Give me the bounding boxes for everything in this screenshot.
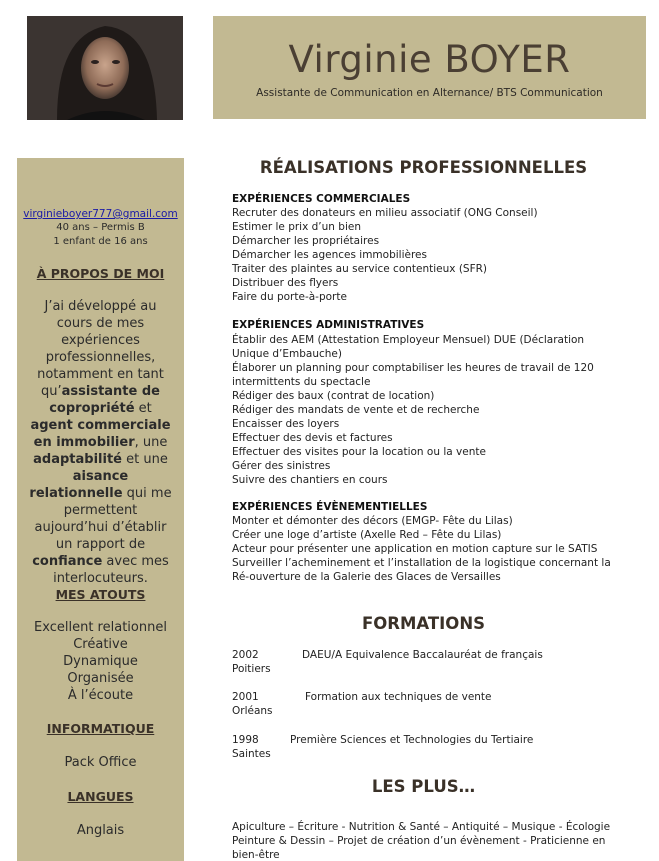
children-info: 1 enfant de 16 ans <box>53 236 148 247</box>
about-heading: À PROPOS DE MOI <box>36 266 165 281</box>
commercial-heading: EXPÉRIENCES COMMERCIALES <box>232 193 411 205</box>
formation-title: DAEU/A Equivalence Baccalauréat de français <box>302 649 543 661</box>
formation-city: Saintes <box>232 748 271 760</box>
lang-item: Anglais <box>76 823 125 838</box>
formation-title: Première Sciences et Technologies du Tertiaire <box>290 734 534 746</box>
list-item: Établir des AEM (Attestation Employeur Mensuel) DUE (Déclaration <box>232 334 585 346</box>
formation-year: 1998 <box>232 734 259 746</box>
plus-heading: LES PLUS… <box>371 777 476 796</box>
list-item: Démarcher les agences immobilières <box>232 249 427 261</box>
sidebar <box>17 158 184 861</box>
list-item: Recruter des donateurs en milieu associatif (ONG Conseil) <box>232 207 538 219</box>
list-item: Gérer des sinistres <box>232 460 331 472</box>
plus-line: Peinture & Dessin – Projet de création d’un évènement - Praticienne en <box>232 835 606 847</box>
list-item: Créer une loge d’artiste (Axelle Red – Fête du Lilas) <box>232 529 502 541</box>
atout-item: À l’écoute <box>67 688 134 703</box>
info-item: Pack Office <box>64 755 137 770</box>
about-text: J’ai développé au cours de mes expériences professionnelles, notamment en tant qu’assistante de copropriété et agent commerciale en immobilier, une adaptabilité et une aisance relationnelle qui me permettent aujourd’hui d’établir un rapport de confiance avec mes interlocuteurs. <box>29 299 172 586</box>
formation-title: Formation aux techniques de vente <box>305 691 492 703</box>
list-item: Unique d’Embauche) <box>232 348 342 360</box>
age-permit: 40 ans – Permis B <box>56 222 145 233</box>
plus-line: bien-être <box>232 849 280 861</box>
list-item: intermittents du spectacle <box>232 376 371 388</box>
profile-photo <box>27 16 183 120</box>
list-item: Surveiller l’acheminement et l’installation de la logistique concernant la <box>232 557 611 569</box>
list-item: Acteur pour présenter une application en motion capture sur le SATIS <box>232 543 598 555</box>
list-item: Rédiger des baux (contrat de location) <box>232 390 435 402</box>
atout-item: Organisée <box>67 671 134 686</box>
atout-item: Créative <box>73 637 128 652</box>
admin-heading: EXPÉRIENCES ADMINISTRATIVES <box>232 319 425 331</box>
list-item: Estimer le prix d’un bien <box>232 221 361 233</box>
info-heading: INFORMATIQUE <box>46 721 155 736</box>
formation-city: Poitiers <box>232 663 271 675</box>
list-item: Monter et démonter des décors (EMGP- Fête du Lilas) <box>232 515 513 527</box>
formation-city: Orléans <box>232 705 273 717</box>
candidate-name: Virginie BOYER <box>288 38 571 81</box>
plus-line: Apiculture – Écriture - Nutrition & Santé – Antiquité – Musique - Écologie <box>232 821 611 833</box>
events-heading: EXPÉRIENCES ÉVÈNEMENTIELLES <box>232 501 428 513</box>
list-item: Effectuer des visites pour la location ou la vente <box>232 446 486 458</box>
atout-item: Excellent relationnel <box>34 620 167 635</box>
list-item: Démarcher les propriétaires <box>232 235 380 247</box>
list-item: Faire du porte-à-porte <box>232 291 347 303</box>
list-item: Ré-ouverture de la Galerie des Glaces de Versailles <box>232 571 501 583</box>
list-item: Traiter des plaintes au service contentieux (SFR) <box>232 263 488 275</box>
formation-year: 2001 <box>232 691 259 703</box>
lang-heading: LANGUES <box>67 789 134 804</box>
formations-heading: FORMATIONS <box>361 614 486 633</box>
list-item: Encaisser des loyers <box>232 418 340 430</box>
list-item: Distribuer des flyers <box>232 277 339 289</box>
header-banner <box>213 16 646 119</box>
atouts-heading: MES ATOUTS <box>55 587 146 602</box>
list-item: Suivre des chantiers en cours <box>232 474 388 486</box>
job-title: Assistante de Communication en Alternance/ BTS Communication <box>256 87 603 99</box>
formation-year: 2002 <box>232 649 259 661</box>
list-item: Élaborer un planning pour comptabiliser les heures de travail de 120 <box>232 362 594 374</box>
atout-item: Dynamique <box>63 654 138 669</box>
realisations-heading: RÉALISATIONS PROFESSIONNELLES <box>259 158 588 177</box>
list-item: Rédiger des mandats de vente et de recherche <box>232 404 480 416</box>
list-item: Effectuer des devis et factures <box>232 432 393 444</box>
email-link[interactable]: virginieboyer777@gmail.com <box>23 208 178 220</box>
